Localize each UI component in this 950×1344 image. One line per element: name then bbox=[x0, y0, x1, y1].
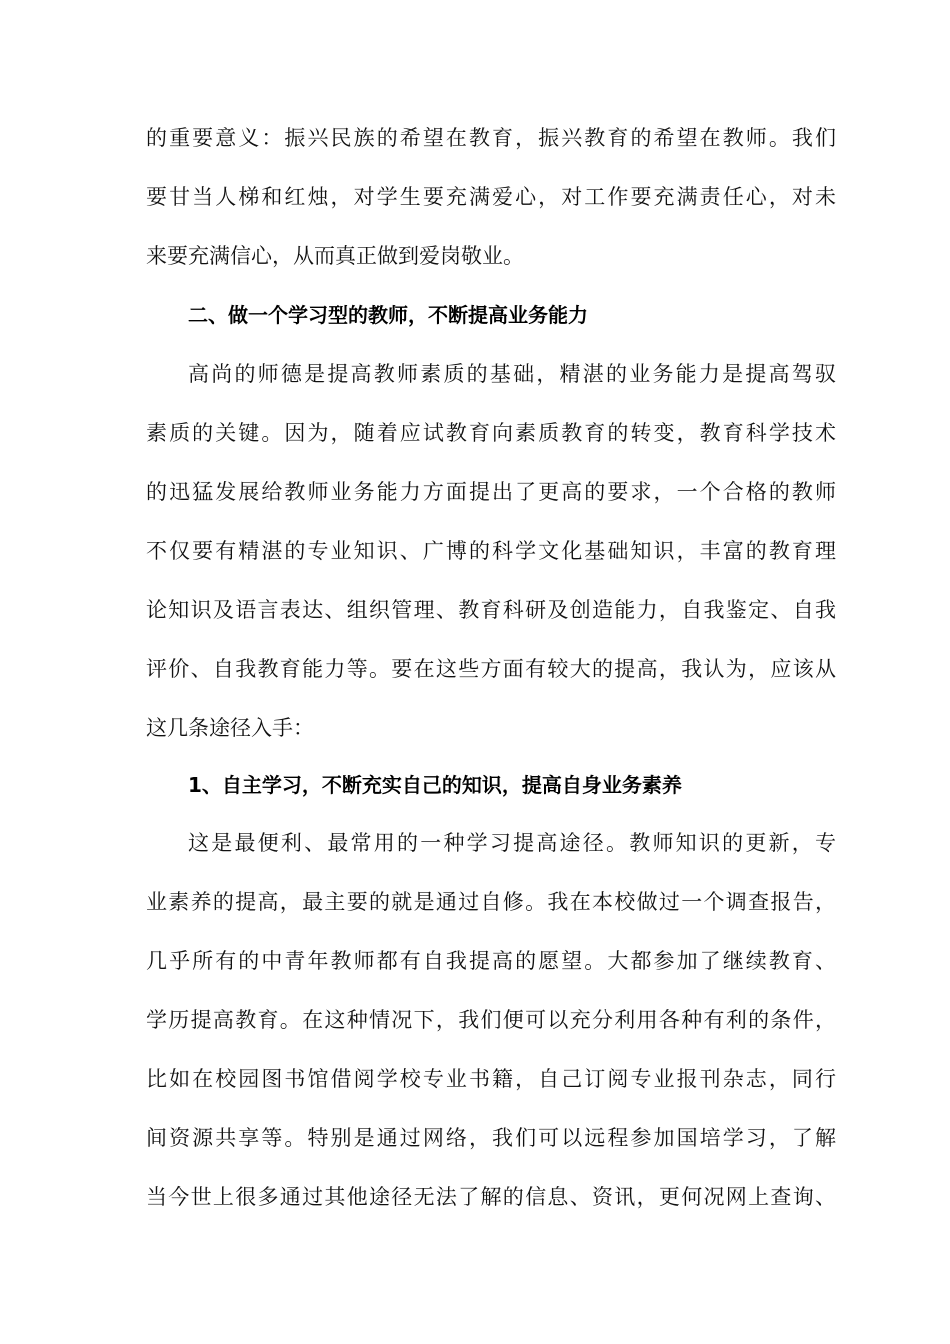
body-text-line: 来要充满信心，从而真正做到爱岗敬业。 bbox=[146, 244, 524, 268]
body-text-line: 论知识及语言表达、组织管理、教育科研及创造能力，自我鉴定、自我 bbox=[146, 598, 836, 622]
section-heading: 二、做一个学习型的教师，不断提高业务能力 bbox=[188, 303, 588, 327]
body-text-line: 这是最便利、最常用的一种学习提高途径。教师知识的更新，专 bbox=[188, 831, 836, 855]
body-text-line: 学历提高教育。在这种情况下，我们便可以充分利用各种有利的条件， bbox=[146, 1008, 836, 1032]
body-text-line: 要甘当人梯和红烛，对学生要充满爱心，对工作要充满责任心，对未 bbox=[146, 185, 836, 209]
body-text-line: 业素养的提高，最主要的就是通过自修。我在本校做过一个调查报告， bbox=[146, 890, 836, 914]
body-text-line: 素质的关键。因为，随着应试教育向素质教育的转变，教育科学技术 bbox=[146, 421, 836, 445]
body-text-line: 这几条途径入手： bbox=[146, 716, 314, 740]
body-text-line: 几乎所有的中青年教师都有自我提高的愿望。大都参加了继续教育、 bbox=[146, 949, 836, 973]
body-text-line: 评价、自我教育能力等。要在这些方面有较大的提高，我认为，应该从 bbox=[146, 657, 836, 681]
subsection-heading: 1、自主学习，不断充实自己的知识，提高自身业务素养 bbox=[188, 773, 682, 797]
body-text-line: 的重要意义：振兴民族的希望在教育，振兴教育的希望在教师。我们 bbox=[146, 126, 836, 150]
body-text-line: 间资源共享等。特别是通过网络，我们可以远程参加国培学习，了解 bbox=[146, 1126, 836, 1150]
body-text-line: 比如在校园图书馆借阅学校专业书籍，自己订阅专业报刊杂志，同行 bbox=[146, 1067, 836, 1091]
body-text-line: 高尚的师德是提高教师素质的基础，精湛的业务能力是提高驾驭 bbox=[188, 362, 836, 386]
body-text-line: 当今世上很多通过其他途径无法了解的信息、资讯，更何况网上查询、 bbox=[146, 1185, 836, 1209]
body-text-line: 不仅要有精湛的专业知识、广博的科学文化基础知识，丰富的教育理 bbox=[146, 539, 836, 563]
body-text-line: 的迅猛发展给教师业务能力方面提出了更高的要求，一个合格的教师 bbox=[146, 480, 836, 504]
